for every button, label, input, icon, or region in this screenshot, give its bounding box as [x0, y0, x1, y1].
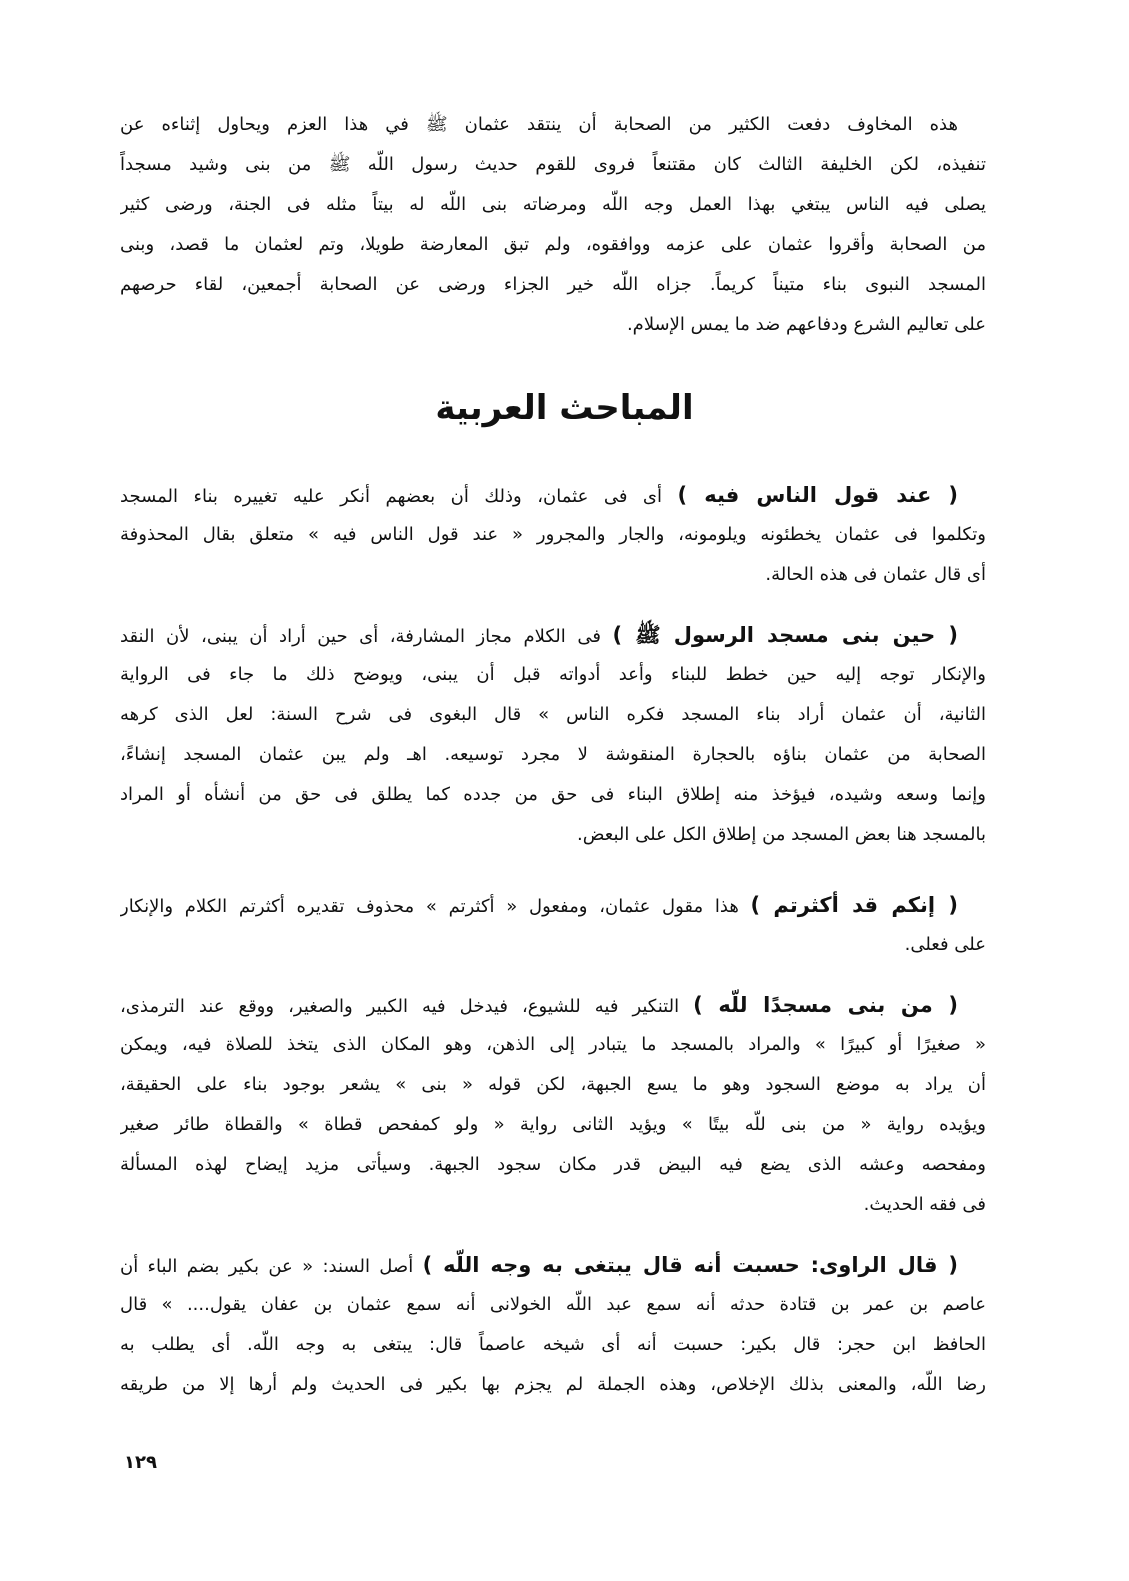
text-line: على فعلى.: [904, 934, 986, 955]
commentary-paragraph: [120, 885, 986, 965]
text-line: المسجد النبوى بناء متيناً كريماً. جزاه اللّه خير الجزاء ورضى عن الصحابة أجمعين، لقاء حرصهم: [120, 274, 986, 295]
text-line: يصلى فيه الناس يبتغي بهذا العمل وجه اللّه ومرضاته بنى اللّه له بيتاً مثله فى الجنة، ورضى كثير: [120, 194, 986, 215]
text-span: فى الكلام مجاز المشارفة، أى حين أراد أن يبنى، لأن النقد: [120, 626, 613, 647]
lemma: ( من بنى مسجدًا للّه ): [693, 993, 958, 1017]
text-line: أن يراد به موضع السجود وهو ما يسع الجبهة، لكن قوله « بنى » يشعر بوجود بناء على الحقيقة،: [120, 1074, 986, 1095]
intro-paragraph: [120, 105, 986, 345]
text-span: التنكير فيه للشيوع، فيدخل فيه الكبير والصغير، ووقع عند الترمذى،: [120, 996, 694, 1017]
page-number: ١٢٩: [124, 1452, 157, 1473]
text-line: على تعاليم الشرع ودفاعهم ضد ما يمس الإسلام.: [626, 314, 986, 335]
section-heading: المباحث العربية: [435, 388, 694, 428]
text-line: [120, 885, 986, 925]
lemma: ( حين بنى مسجد الرسول ﷺ ): [612, 623, 958, 647]
commentary-paragraph: [120, 1245, 986, 1405]
text-line: والإنكار توجه إليه حين خطط للبناء وأعد أدواته قبل أن يبنى، ويوضح ذلك ما جاء فى الرواية: [120, 664, 986, 685]
commentary-paragraph: [120, 985, 986, 1225]
text-line: عاصم بن عمر بن قتادة حدثه أنه سمع عبد اللّه الخولانى أنه سمع عثمان بن عفان يقول.... » قال: [120, 1294, 986, 1315]
text-line: فى فقه الحديث.: [863, 1194, 986, 1215]
text-span: هذا مقول عثمان، ومفعول « أكثرتم » محذوف تقديره أكثرتم الكلام والإنكار: [120, 896, 751, 917]
text-line: ويؤيده رواية « من بنى للّه بيتًا » ويؤيد الثانى رواية « ولو كمفحص قطاة » والقطاة طائر صغير: [120, 1114, 986, 1135]
text-line: تنفيذه، لكن الخليفة الثالث كان مقتنعاً فروى للقوم حديث رسول اللّه ﷺ من بنى وشيد مسجداً: [120, 154, 986, 175]
text-line: الصحابة من عثمان بناؤه بالحجارة المنقوشة لا مجرد توسيعه. اهـ ولم يبن عثمان المسجد إنشاءً،: [120, 744, 986, 765]
text-line: وتكلموا فى عثمان يخطئونه ويلومونه، والجار والمجرور « عند قول الناس فيه » متعلق بقال المحذوفة: [120, 524, 986, 545]
text-line: [120, 475, 986, 515]
text-span: أى فى عثمان، وذلك أن بعضهم أنكر عليه تغييره بناء المسجد: [120, 486, 678, 507]
commentary-paragraph: [120, 475, 986, 595]
lemma: ( قال الراوى: حسبت أنه قال يبتغى به وجه اللّه ): [422, 1253, 958, 1277]
text-line: « صغيرًا أو كبيرًا » والمراد بالمسجد ما يتبادر إلى الذهن، وهو المكان الذى يتخذ للصلاة فيه، ويمكن: [120, 1034, 986, 1055]
text-line: ومفحصه وعشه الذى يضع فيه البيض قدر مكان سجود الجبهة. وسيأتى مزيد إيضاح لهذه المسألة: [120, 1154, 986, 1175]
commentary-paragraph: [120, 615, 986, 855]
text-line: بالمسجد هنا بعض المسجد من إطلاق الكل على البعض.: [577, 824, 986, 845]
lemma: ( عند قول الناس فيه ): [677, 483, 958, 507]
text-line: [120, 985, 986, 1025]
text-span: أصل السند: « عن بكير بضم الباء أن: [120, 1256, 423, 1277]
text-line: أى قال عثمان فى هذه الحالة.: [765, 564, 986, 585]
text-line: الثانية، أن عثمان أراد بناء المسجد فكره الناس » قال البغوى فى شرح السنة: لعل الذى كرهه: [120, 704, 986, 725]
text-line: هذه المخاوف دفعت الكثير من الصحابة أن ينتقد عثمان ﷺ في هذا العزم ويحاول إثناءه عن: [120, 114, 958, 135]
text-line: [120, 1245, 986, 1285]
text-line: وإنما وسعه وشيده، فيؤخذ منه إطلاق البناء فى حق من جدده كما يطلق فى حق من أنشأه أو المراد: [120, 784, 986, 805]
text-line: من الصحابة وأقروا عثمان على عزمه ووافقوه، ولم تبق المعارضة طويلا، وتم لعثمان ما قصد، وبنى: [120, 234, 986, 255]
text-line: الحافظ ابن حجر: قال بكير: حسبت أنه أى شيخه عاصماً قال: يبتغى به وجه اللّه. أى يطلب به: [120, 1334, 986, 1355]
text-line: [120, 615, 986, 655]
text-line: رضا اللّه، والمعنى بذلك الإخلاص، وهذه الجملة لم يجزم بها بكير فى الحديث ولم أرها إلا من طريقه: [120, 1374, 986, 1395]
lemma: ( إنكم قد أكثرتم ): [750, 893, 958, 917]
